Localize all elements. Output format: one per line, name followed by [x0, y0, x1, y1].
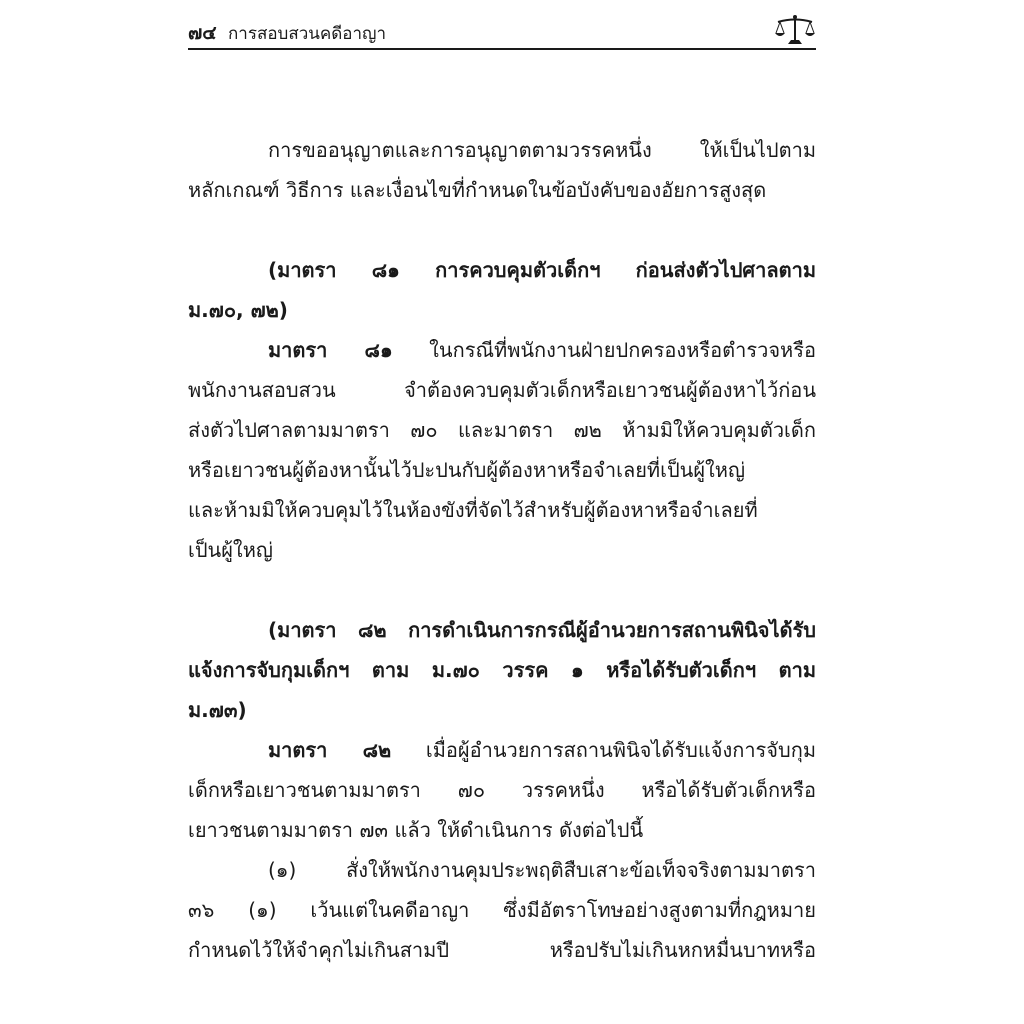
section-82-first-line: เมื่อผู้อำนวยการสถานพินิจได้รับแจ้งการจับกุม	[391, 738, 817, 762]
text-line: ๓๖ (๑) เว้นแต่ในคดีอาญา ซึ่งมีอัตราโทษอย่างสูงตามที่กฎหมาย	[188, 898, 816, 922]
text-line	[188, 730, 816, 770]
text-line: แจ้งการจับกุมเด็กฯ ตาม ม.๗๐ วรรค ๑ หรือได้รับตัวเด็กฯ ตาม	[188, 658, 816, 682]
running-title: การสอบสวนคดีอาญา	[228, 24, 387, 44]
text-line	[188, 330, 816, 370]
running-header	[188, 14, 816, 50]
section-82-item-1	[188, 850, 816, 970]
section-82-text	[188, 730, 816, 850]
text-line: (๑) สั่งให้พนักงานคุมประพฤติสืบเสาะข้อเท็จจริงตามมาตรา	[268, 858, 816, 882]
text-line: กำหนดไว้ให้จำคุกไม่เกินสามปี หรือปรับไม่เกินหกหมื่นบาทหรือ	[188, 938, 816, 962]
text-line: เป็นผู้ใหญ่	[188, 538, 273, 562]
section-81-first-line: ในกรณีที่พนักงานฝ่ายปกครองหรือตำรวจหรือ	[392, 338, 816, 362]
text-line: หรือเยาวชนผู้ต้องหานั้นไว้ปะปนกับผู้ต้องหาหรือจำเลยที่เป็นผู้ใหญ่	[188, 458, 746, 482]
text-line: หลักเกณฑ์ วิธีการ และเงื่อนไขที่กำหนดในข้อบังคับของอัยการสูงสุด	[188, 178, 767, 202]
heading-section-81	[188, 250, 816, 330]
text-line: ส่งตัวไปศาลตามมาตรา ๗๐ และมาตรา ๗๒ ห้ามมิให้ควบคุมตัวเด็ก	[188, 418, 816, 442]
scales-of-justice-icon	[774, 14, 816, 46]
text-line: และห้ามมิให้ควบคุมไว้ในห้องขังที่จัดไว้สำหรับผู้ต้องหาหรือจำเลยที่	[188, 498, 758, 522]
text-line: (มาตรา ๘๑ การควบคุมตัวเด็กฯ ก่อนส่งตัวไปศาลตาม	[268, 258, 816, 282]
paragraph-permission	[188, 130, 816, 210]
section-label: มาตรา ๘๒	[268, 738, 392, 762]
text-line: การขออนุญาตและการอนุญาตตามวรรคหนึ่ง ให้เป็นไปตาม	[268, 138, 816, 162]
section-81-text	[188, 330, 816, 570]
text-line: ม.๗๓)	[188, 698, 247, 722]
heading-section-82	[188, 610, 816, 730]
text-line: พนักงานสอบสวน จำต้องควบคุมตัวเด็กหรือเยาวชนผู้ต้องหาไว้ก่อน	[188, 378, 816, 402]
page-body	[188, 130, 816, 970]
section-label: มาตรา ๘๑	[268, 338, 393, 362]
text-line: เด็กหรือเยาวชนตามมาตรา ๗๐ วรรคหนึ่ง หรือได้รับตัวเด็กหรือ	[188, 778, 816, 802]
text-line: เยาวชนตามมาตรา ๗๓ แล้ว ให้ดำเนินการ ดังต่อไปนี้	[188, 818, 644, 842]
text-line: ม.๗๐, ๗๒)	[188, 298, 288, 322]
page-number: ๗๔	[188, 22, 217, 44]
text-line: (มาตรา ๘๒ การดำเนินการกรณีผู้อำนวยการสถานพินิจได้รับ	[268, 618, 816, 642]
